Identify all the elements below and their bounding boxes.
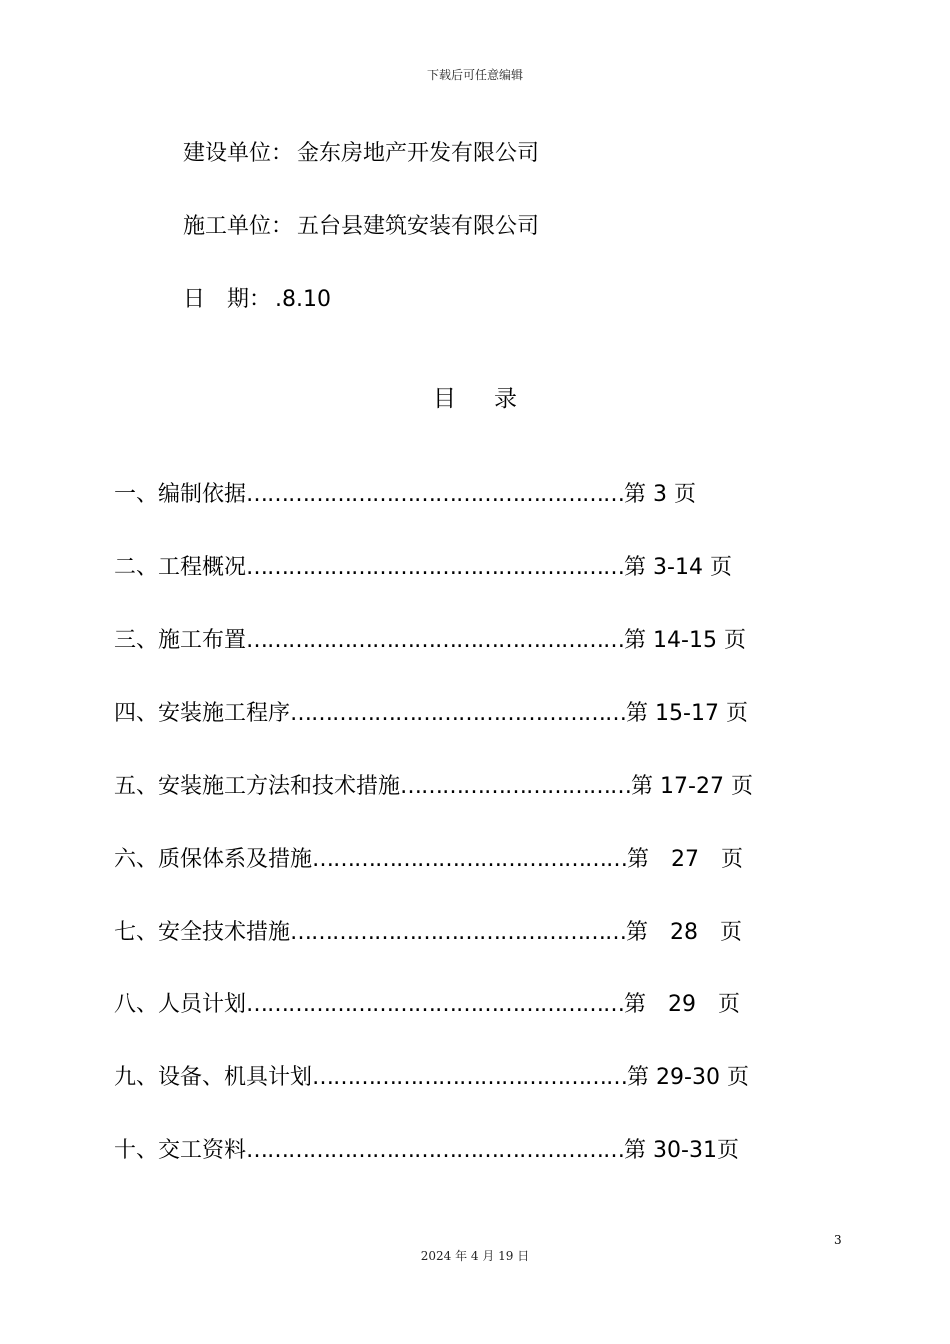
construction-unit-label: 建设单位： <box>183 141 294 166</box>
toc-title: 目录 <box>433 386 555 412</box>
toc-item-page: 第 3-14 页 <box>624 555 732 580</box>
toc-item-4[interactable] <box>114 696 748 727</box>
toc-item-title: 编制依据 <box>158 482 247 507</box>
toc-item-9[interactable] <box>114 1060 749 1091</box>
toc-item-number: 一、 <box>114 482 159 507</box>
toc-item-page: 第 3 页 <box>624 482 697 507</box>
toc-item-leader: ……………………………………………… <box>246 482 625 507</box>
toc-item-leader: ……………………………………………… <box>246 992 625 1017</box>
toc-item-number: 五、 <box>114 774 159 799</box>
toc-item-title: 安全技术措施 <box>158 920 291 945</box>
toc-item-leader: …………………………… <box>400 774 632 799</box>
toc-item-number: 三、 <box>114 628 159 653</box>
toc-item-8[interactable] <box>114 987 740 1018</box>
toc-item-leader: ……………………………………… <box>312 847 628 872</box>
toc-item-10[interactable] <box>114 1133 739 1164</box>
contractor-unit-value: 五台县建筑安装有限公司 <box>297 214 540 239</box>
header-note: 下载后可任意编辑 <box>426 68 523 82</box>
toc-item-number: 八、 <box>114 992 159 1017</box>
toc-item-title: 设备、机具计划 <box>158 1065 313 1090</box>
toc-item-leader: ………………………………………… <box>290 701 627 726</box>
page-number: 3 <box>834 1233 842 1247</box>
toc-item-number: 十、 <box>114 1138 159 1163</box>
toc-item-page: 第 29 页 <box>624 992 741 1017</box>
construction-unit-value: 金东房地产开发有限公司 <box>297 141 540 166</box>
contractor-unit-line <box>183 209 539 240</box>
toc-item-page: 第 27 页 <box>627 847 744 872</box>
construction-unit-line <box>183 136 539 167</box>
toc-item-title: 安装施工程序 <box>158 701 291 726</box>
toc-item-title: 工程概况 <box>158 555 247 580</box>
toc-item-leader: ……………………………………………… <box>246 555 625 580</box>
toc-item-leader: ……………………………………… <box>312 1065 628 1090</box>
toc-item-page: 第 14-15 页 <box>624 628 746 653</box>
contractor-unit-label: 施工单位： <box>183 214 294 239</box>
toc-item-page: 第 15-17 页 <box>626 701 748 726</box>
toc-item-page: 第 30-31页 <box>624 1138 739 1163</box>
toc-item-leader: ……………………………………………… <box>246 628 625 653</box>
toc-item-title: 施工布置 <box>158 628 247 653</box>
toc-item-number: 六、 <box>114 847 159 872</box>
toc-item-leader: ………………………………………… <box>290 920 627 945</box>
toc-item-number: 二、 <box>114 555 159 580</box>
toc-item-page: 第 17-27 页 <box>631 774 753 799</box>
toc-item-2[interactable] <box>114 550 732 581</box>
date-value: .8.10 <box>275 287 331 312</box>
toc-item-title: 交工资料 <box>158 1138 247 1163</box>
toc-item-title: 人员计划 <box>158 992 247 1017</box>
toc-item-leader: ……………………………………………… <box>246 1138 625 1163</box>
footer-date: 2024 年 4 月 19 日 <box>420 1249 530 1263</box>
toc-item-number: 四、 <box>114 701 159 726</box>
date-line <box>183 282 331 313</box>
toc-item-page: 第 29-30 页 <box>627 1065 749 1090</box>
toc-item-page: 第 28 页 <box>626 920 743 945</box>
toc-item-number: 七、 <box>114 920 159 945</box>
toc-item-number: 九、 <box>114 1065 159 1090</box>
toc-item-title: 质保体系及措施 <box>158 847 313 872</box>
toc-item-3[interactable] <box>114 623 746 654</box>
toc-item-title: 安装施工方法和技术措施 <box>158 774 401 799</box>
toc-item-5[interactable] <box>114 769 753 800</box>
date-label: 日 期： <box>183 287 272 312</box>
toc-item-1[interactable] <box>114 477 696 508</box>
toc-item-6[interactable] <box>114 842 743 873</box>
toc-item-7[interactable] <box>114 915 742 946</box>
